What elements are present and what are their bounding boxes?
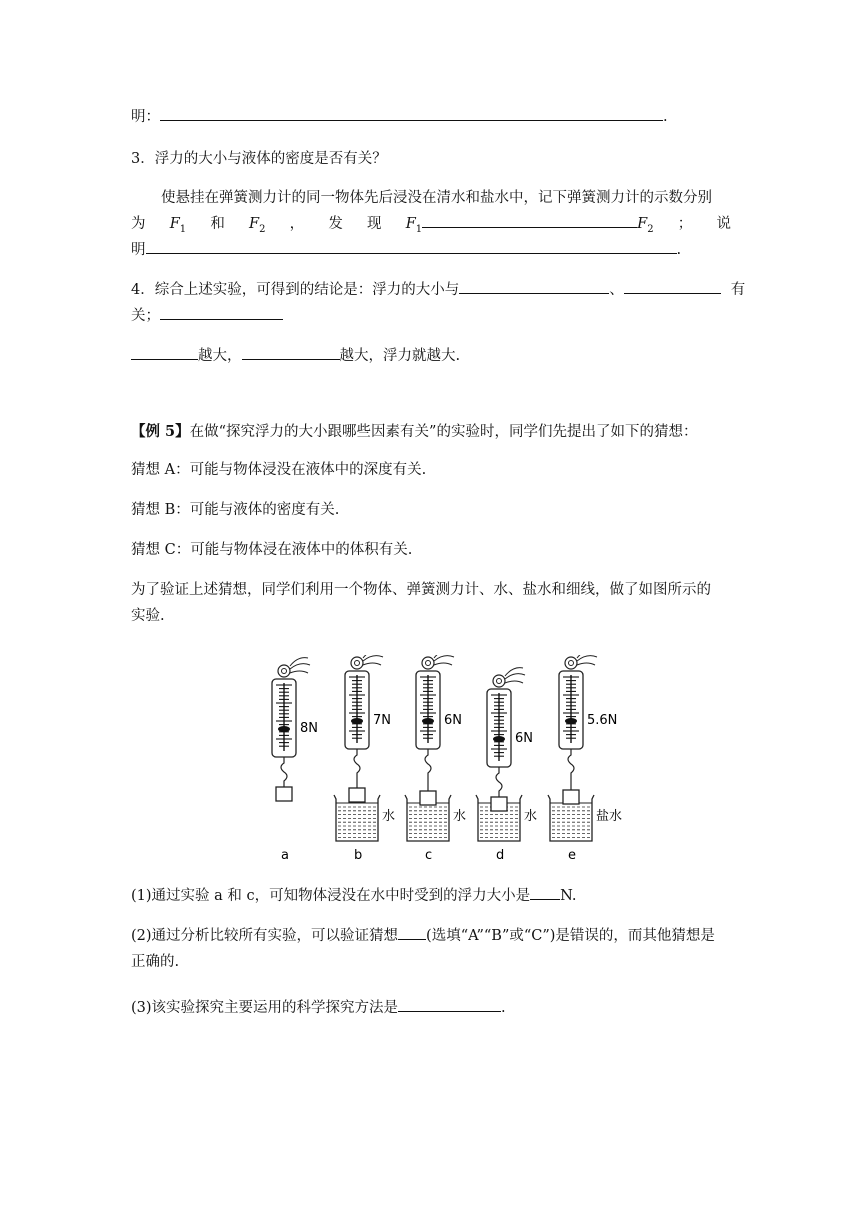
- scale-pointer: [422, 718, 434, 724]
- scale-handle: [434, 655, 454, 665]
- scale-ring: [278, 665, 290, 677]
- answer-blank[interactable]: [459, 279, 609, 294]
- scale-ring: [351, 657, 363, 669]
- scale-hook: [568, 749, 574, 790]
- question-2: (2)通过分析比较所有实验，可以验证猜想 (选填“A”“B”或“C”)是错误的，而其他猜想是: [131, 924, 715, 945]
- verify-line2: 实验.: [131, 608, 165, 624]
- liquid-label-e: 盐水: [596, 809, 623, 824]
- section-3-paragraph: 使悬挂在弹簧测力计的同一物体先后浸没在清水和盐水中，记下弹簧测力计的示数分别: [161, 190, 712, 206]
- panel-label-a: a: [281, 848, 289, 863]
- answer-blank[interactable]: [160, 305, 283, 320]
- guess-c: 猜想 C：可能与物体浸在液体中的体积有关.: [131, 542, 413, 558]
- scale-reading-c: 6N: [444, 713, 462, 728]
- scale-hook: [281, 757, 287, 787]
- scale-reading-a: 8N: [300, 721, 318, 736]
- scale-reading-b: 7N: [373, 713, 391, 728]
- answer-blank[interactable]: [146, 239, 677, 254]
- scale-hook: [425, 749, 431, 791]
- answer-blank[interactable]: [624, 279, 721, 294]
- verify-line1: 为了验证上述猜想，同学们利用一个物体、弹簧测力计、水、盐水和细线，做了如图所示的: [131, 582, 711, 598]
- scale-handle: [505, 668, 525, 683]
- object-block: [276, 787, 292, 801]
- section-4-line2: 关；: [131, 304, 283, 325]
- guess-b: 猜想 B：可能与液体的密度有关.: [131, 502, 340, 518]
- scale-reading-d: 6N: [515, 731, 533, 746]
- scale-handle: [577, 655, 597, 665]
- scale-pointer: [351, 718, 363, 724]
- spring-scale-e: [548, 655, 622, 863]
- panel-label-d: d: [496, 848, 505, 863]
- experiment-figure: [250, 655, 630, 865]
- liquid-label-b: 水: [382, 809, 396, 824]
- scale-handle: [290, 658, 310, 673]
- section-4-line3: 越大， 越大，浮力就越大.: [131, 344, 460, 365]
- object-block: [349, 788, 365, 802]
- guess-a: 猜想 A：可能与物体浸没在液体中的深度有关.: [131, 462, 427, 478]
- answer-line-s2: 明： .: [131, 105, 668, 126]
- scale-ring: [422, 657, 434, 669]
- object-block: [563, 790, 579, 804]
- scale-ring: [565, 657, 577, 669]
- spring-scale-a: [272, 658, 318, 863]
- compare-blank[interactable]: [422, 213, 637, 228]
- question-2-cont: 正确的.: [131, 954, 180, 970]
- question-3: (3)该实验探究主要运用的科学探究方法是 .: [131, 996, 506, 1017]
- spring-scale-d: [476, 668, 537, 863]
- object-block: [420, 791, 436, 805]
- panel-label-e: e: [568, 848, 576, 863]
- example-5-intro: 【例 5】在做“探究浮力的大小跟哪些因素有关”的实验时，同学们先提出了如下的猜想：: [131, 423, 698, 440]
- answer-blank[interactable]: [242, 345, 340, 360]
- scale-pointer: [565, 718, 577, 724]
- scale-pointer: [278, 726, 290, 732]
- section-3-title: 3．浮力的大小与液体的密度是否有关？: [131, 151, 387, 167]
- panel-label-c: c: [425, 848, 433, 863]
- scale-handle: [363, 655, 383, 665]
- answer-blank[interactable]: [530, 885, 560, 900]
- liquid-label-d: 水: [524, 809, 538, 824]
- answer-blank[interactable]: [160, 106, 663, 121]
- object-block: [491, 797, 507, 811]
- question-1: (1)通过实验 a 和 c，可知物体浸没在水中时受到的浮力大小是 N.: [131, 884, 577, 905]
- scale-reading-e: 5.6N: [587, 713, 618, 728]
- scale-ring: [493, 675, 505, 687]
- answer-blank[interactable]: [398, 997, 501, 1012]
- scale-hook: [496, 767, 502, 797]
- spring-scale-b: [334, 655, 395, 863]
- section-3-row2: 为 $F_1$ 和 $F_2$ ， 发 现 $F_1$ $F_2$ ； 说: [131, 212, 731, 235]
- scale-pointer: [493, 736, 505, 742]
- liquid-label-c: 水: [453, 809, 467, 824]
- panel-label-b: b: [354, 848, 363, 863]
- scale-hook: [354, 749, 360, 788]
- section-4-line1: 4．综合上述实验，可得到的结论是：浮力的大小与 、 有: [131, 278, 745, 299]
- answer-blank[interactable]: [398, 925, 426, 940]
- answer-blank[interactable]: [131, 345, 198, 360]
- spring-scale-c: [405, 655, 466, 863]
- section-3-row3: 明 .: [131, 238, 681, 259]
